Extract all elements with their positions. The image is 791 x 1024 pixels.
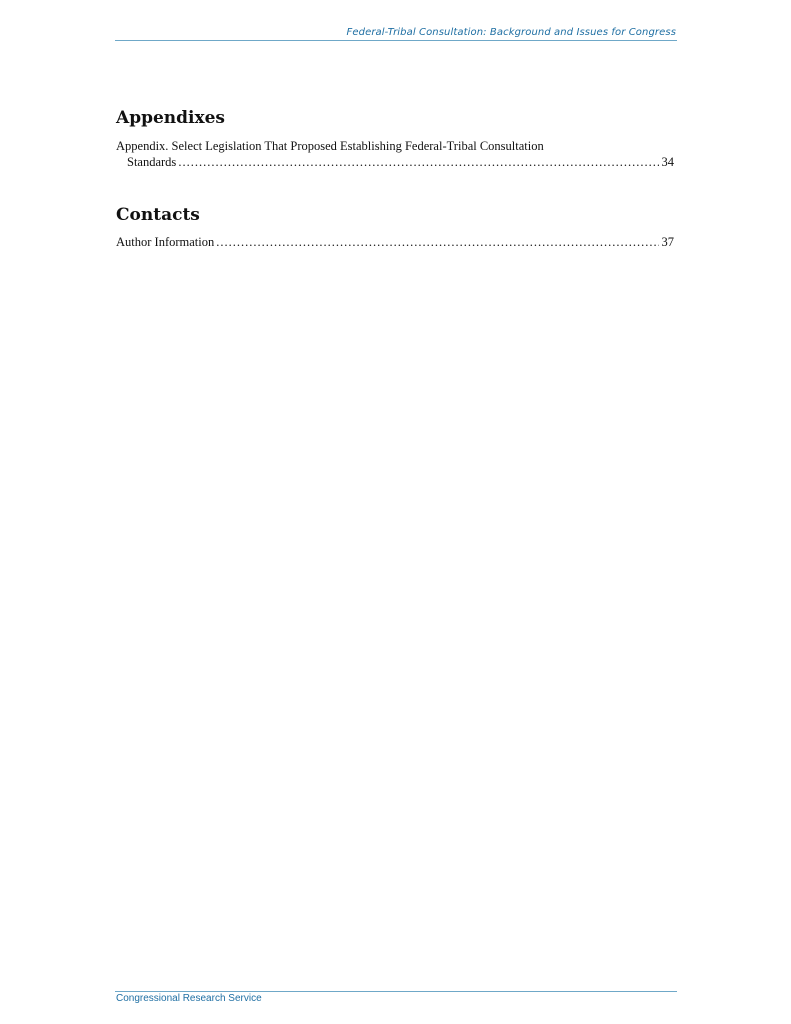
toc-entry-title-continuation: Standards <box>127 155 177 169</box>
toc-page-number: 37 <box>661 235 674 249</box>
running-header: Federal-Tribal Consultation: Background and Issues for Congress <box>346 27 676 38</box>
toc-entry-line <box>116 138 674 154</box>
toc-entry-title: Appendix. Select Legislation That Proposed Establishing Federal-Tribal Consultation <box>116 139 544 153</box>
toc-entry-line <box>116 154 674 170</box>
toc-entry-title: Author Information <box>116 235 215 249</box>
contacts-heading: Contacts <box>116 205 200 225</box>
toc-entry-author-information[interactable] <box>116 234 674 250</box>
dot-leader <box>216 234 658 250</box>
appendixes-heading: Appendixes <box>116 108 226 128</box>
running-footer: Congressional Research Service <box>116 993 262 1004</box>
footer-rule <box>115 991 677 992</box>
header-rule <box>115 40 677 41</box>
dot-leader <box>178 154 658 170</box>
toc-page-number: 34 <box>661 155 674 169</box>
toc-entry-line <box>116 234 674 250</box>
toc-entry-appendix[interactable] <box>116 138 674 170</box>
